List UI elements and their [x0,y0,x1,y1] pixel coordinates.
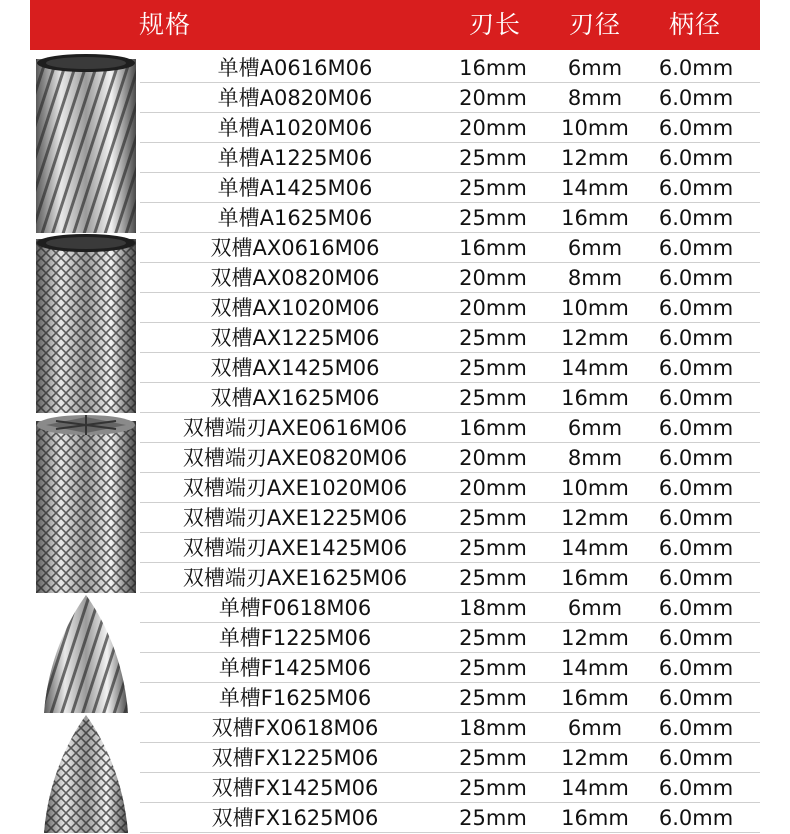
blade-diameter-cell: 6mm [567,716,623,740]
spec-cell: 双槽端刃AXE1225M06 [182,506,408,530]
spec-cell: 双槽端刃AXE1020M06 [182,476,408,500]
table-row [140,773,760,803]
spec-cell: 双槽端刃AXE0616M06 [182,416,408,440]
blade-length-cell: 25mm [459,326,527,350]
table-row [140,203,760,233]
shank-diameter-cell: 6.0mm [658,776,734,800]
shank-diameter-cell: 6.0mm [658,146,734,170]
blade-length-cell: 20mm [459,266,527,290]
shank-diameter-cell: 6.0mm [658,716,734,740]
table-row [140,413,760,443]
shank-diameter-cell: 6.0mm [658,356,734,380]
double-cut-pointed-tree-burr-icon [36,713,136,833]
blade-diameter-cell: 14mm [561,656,629,680]
blade-length-cell: 25mm [459,176,527,200]
table-row [140,53,760,83]
shank-diameter-cell: 6.0mm [658,326,734,350]
blade-diameter-cell: 6mm [567,416,623,440]
shank-diameter-cell: 6.0mm [658,56,734,80]
table-row [140,593,760,623]
spec-cell: 单槽A1625M06 [217,206,373,230]
blade-diameter-cell: 14mm [561,776,629,800]
blade-length-cell: 18mm [459,596,527,620]
blade-diameter-cell: 8mm [567,446,623,470]
blade-diameter-cell: 8mm [567,86,623,110]
spec-cell: 双槽端刃AXE0820M06 [182,446,408,470]
table-row [140,263,760,293]
blade-diameter-cell: 14mm [561,176,629,200]
shank-diameter-cell: 6.0mm [658,566,734,590]
shank-diameter-cell: 6.0mm [658,86,734,110]
table-row [140,803,760,833]
spec-cell: 单槽F1625M06 [218,686,372,710]
table-row [140,83,760,113]
double-cut-cylinder-burr-icon [36,233,136,413]
spec-cell: 双槽端刃AXE1625M06 [182,566,408,590]
spec-cell: 双槽FX1425M06 [211,776,379,800]
blade-length-cell: 16mm [459,416,527,440]
shank-diameter-cell: 6.0mm [658,596,734,620]
blade-diameter-cell: 6mm [567,596,623,620]
table-row [140,713,760,743]
table-row [140,623,760,653]
table-header [30,0,760,50]
spec-cell: 双槽FX1225M06 [211,746,379,770]
blade-length-cell: 25mm [459,206,527,230]
table-row [140,113,760,143]
table-row [140,233,760,263]
single-cut-cylinder-burr-icon [36,53,136,233]
table-row [140,443,760,473]
table-row [140,473,760,503]
blade-diameter-cell: 12mm [561,626,629,650]
table-row [140,563,760,593]
table-row [140,143,760,173]
spec-cell: 双槽FX1625M06 [211,806,379,830]
blade-length-cell: 25mm [459,656,527,680]
blade-diameter-cell: 6mm [567,236,623,260]
spec-cell: 双槽AX1625M06 [210,386,380,410]
blade-diameter-cell: 8mm [567,266,623,290]
table-row [140,653,760,683]
shank-diameter-cell: 6.0mm [658,266,734,290]
shank-diameter-cell: 6.0mm [658,416,734,440]
double-cut-end-cut-cylinder-burr-icon [36,413,136,593]
single-cut-pointed-tree-burr-icon [36,593,136,713]
blade-length-cell: 18mm [459,716,527,740]
blade-length-cell: 25mm [459,146,527,170]
blade-diameter-cell: 16mm [561,686,629,710]
spec-cell: 单槽A1425M06 [217,176,373,200]
header-blade-diameter: 刃径 [568,10,622,39]
spec-cell: 双槽AX1225M06 [210,326,380,350]
spec-cell: 单槽A1225M06 [217,146,373,170]
blade-length-cell: 20mm [459,116,527,140]
blade-length-cell: 20mm [459,296,527,320]
spec-cell: 单槽F0618M06 [218,596,372,620]
blade-diameter-cell: 14mm [561,536,629,560]
shank-diameter-cell: 6.0mm [658,536,734,560]
blade-diameter-cell: 12mm [561,146,629,170]
table-row [140,683,760,713]
spec-cell: 单槽A0616M06 [217,56,373,80]
blade-diameter-cell: 10mm [561,476,629,500]
shank-diameter-cell: 6.0mm [658,686,734,710]
blade-diameter-cell: 16mm [561,806,629,830]
blade-length-cell: 25mm [459,386,527,410]
spec-cell: 双槽端刃AXE1425M06 [182,536,408,560]
blade-diameter-cell: 6mm [567,56,623,80]
blade-length-cell: 20mm [459,476,527,500]
spec-cell: 双槽AX1020M06 [210,296,380,320]
blade-length-cell: 25mm [459,626,527,650]
blade-diameter-cell: 16mm [561,386,629,410]
shank-diameter-cell: 6.0mm [658,236,734,260]
spec-cell: 单槽A0820M06 [217,86,373,110]
shank-diameter-cell: 6.0mm [658,746,734,770]
table-row [140,293,760,323]
blade-length-cell: 25mm [459,746,527,770]
spec-cell: 双槽AX0820M06 [210,266,380,290]
spec-cell: 单槽A1020M06 [217,116,373,140]
blade-diameter-cell: 10mm [561,116,629,140]
blade-length-cell: 25mm [459,536,527,560]
table-row [140,533,760,563]
shank-diameter-cell: 6.0mm [658,626,734,650]
shank-diameter-cell: 6.0mm [658,176,734,200]
spec-cell: 双槽AX0616M06 [210,236,380,260]
blade-diameter-cell: 12mm [561,746,629,770]
blade-length-cell: 25mm [459,566,527,590]
table-row [140,353,760,383]
spec-cell: 双槽FX0618M06 [211,716,379,740]
spec-cell: 单槽F1425M06 [218,656,372,680]
header-shank-diameter: 柄径 [668,10,722,39]
table-row [140,173,760,203]
shank-diameter-cell: 6.0mm [658,116,734,140]
blade-diameter-cell: 16mm [561,206,629,230]
header-blade-length: 刃长 [468,10,522,39]
shank-diameter-cell: 6.0mm [658,386,734,410]
shank-diameter-cell: 6.0mm [658,296,734,320]
header-spec: 规格 [138,10,192,39]
shank-diameter-cell: 6.0mm [658,656,734,680]
blade-length-cell: 20mm [459,446,527,470]
table-row [140,323,760,353]
spec-cell: 单槽F1225M06 [218,626,372,650]
blade-length-cell: 20mm [459,86,527,110]
blade-diameter-cell: 12mm [561,506,629,530]
shank-diameter-cell: 6.0mm [658,476,734,500]
blade-length-cell: 25mm [459,776,527,800]
shank-diameter-cell: 6.0mm [658,446,734,470]
blade-length-cell: 25mm [459,686,527,710]
table-row [140,503,760,533]
blade-length-cell: 25mm [459,356,527,380]
table-row [140,383,760,413]
shank-diameter-cell: 6.0mm [658,206,734,230]
blade-length-cell: 25mm [459,506,527,530]
blade-diameter-cell: 16mm [561,566,629,590]
blade-diameter-cell: 12mm [561,326,629,350]
blade-length-cell: 16mm [459,236,527,260]
spec-cell: 双槽AX1425M06 [210,356,380,380]
table-row [140,743,760,773]
shank-diameter-cell: 6.0mm [658,506,734,530]
shank-diameter-cell: 6.0mm [658,806,734,830]
blade-length-cell: 16mm [459,56,527,80]
blade-diameter-cell: 10mm [561,296,629,320]
blade-length-cell: 25mm [459,806,527,830]
blade-diameter-cell: 14mm [561,356,629,380]
